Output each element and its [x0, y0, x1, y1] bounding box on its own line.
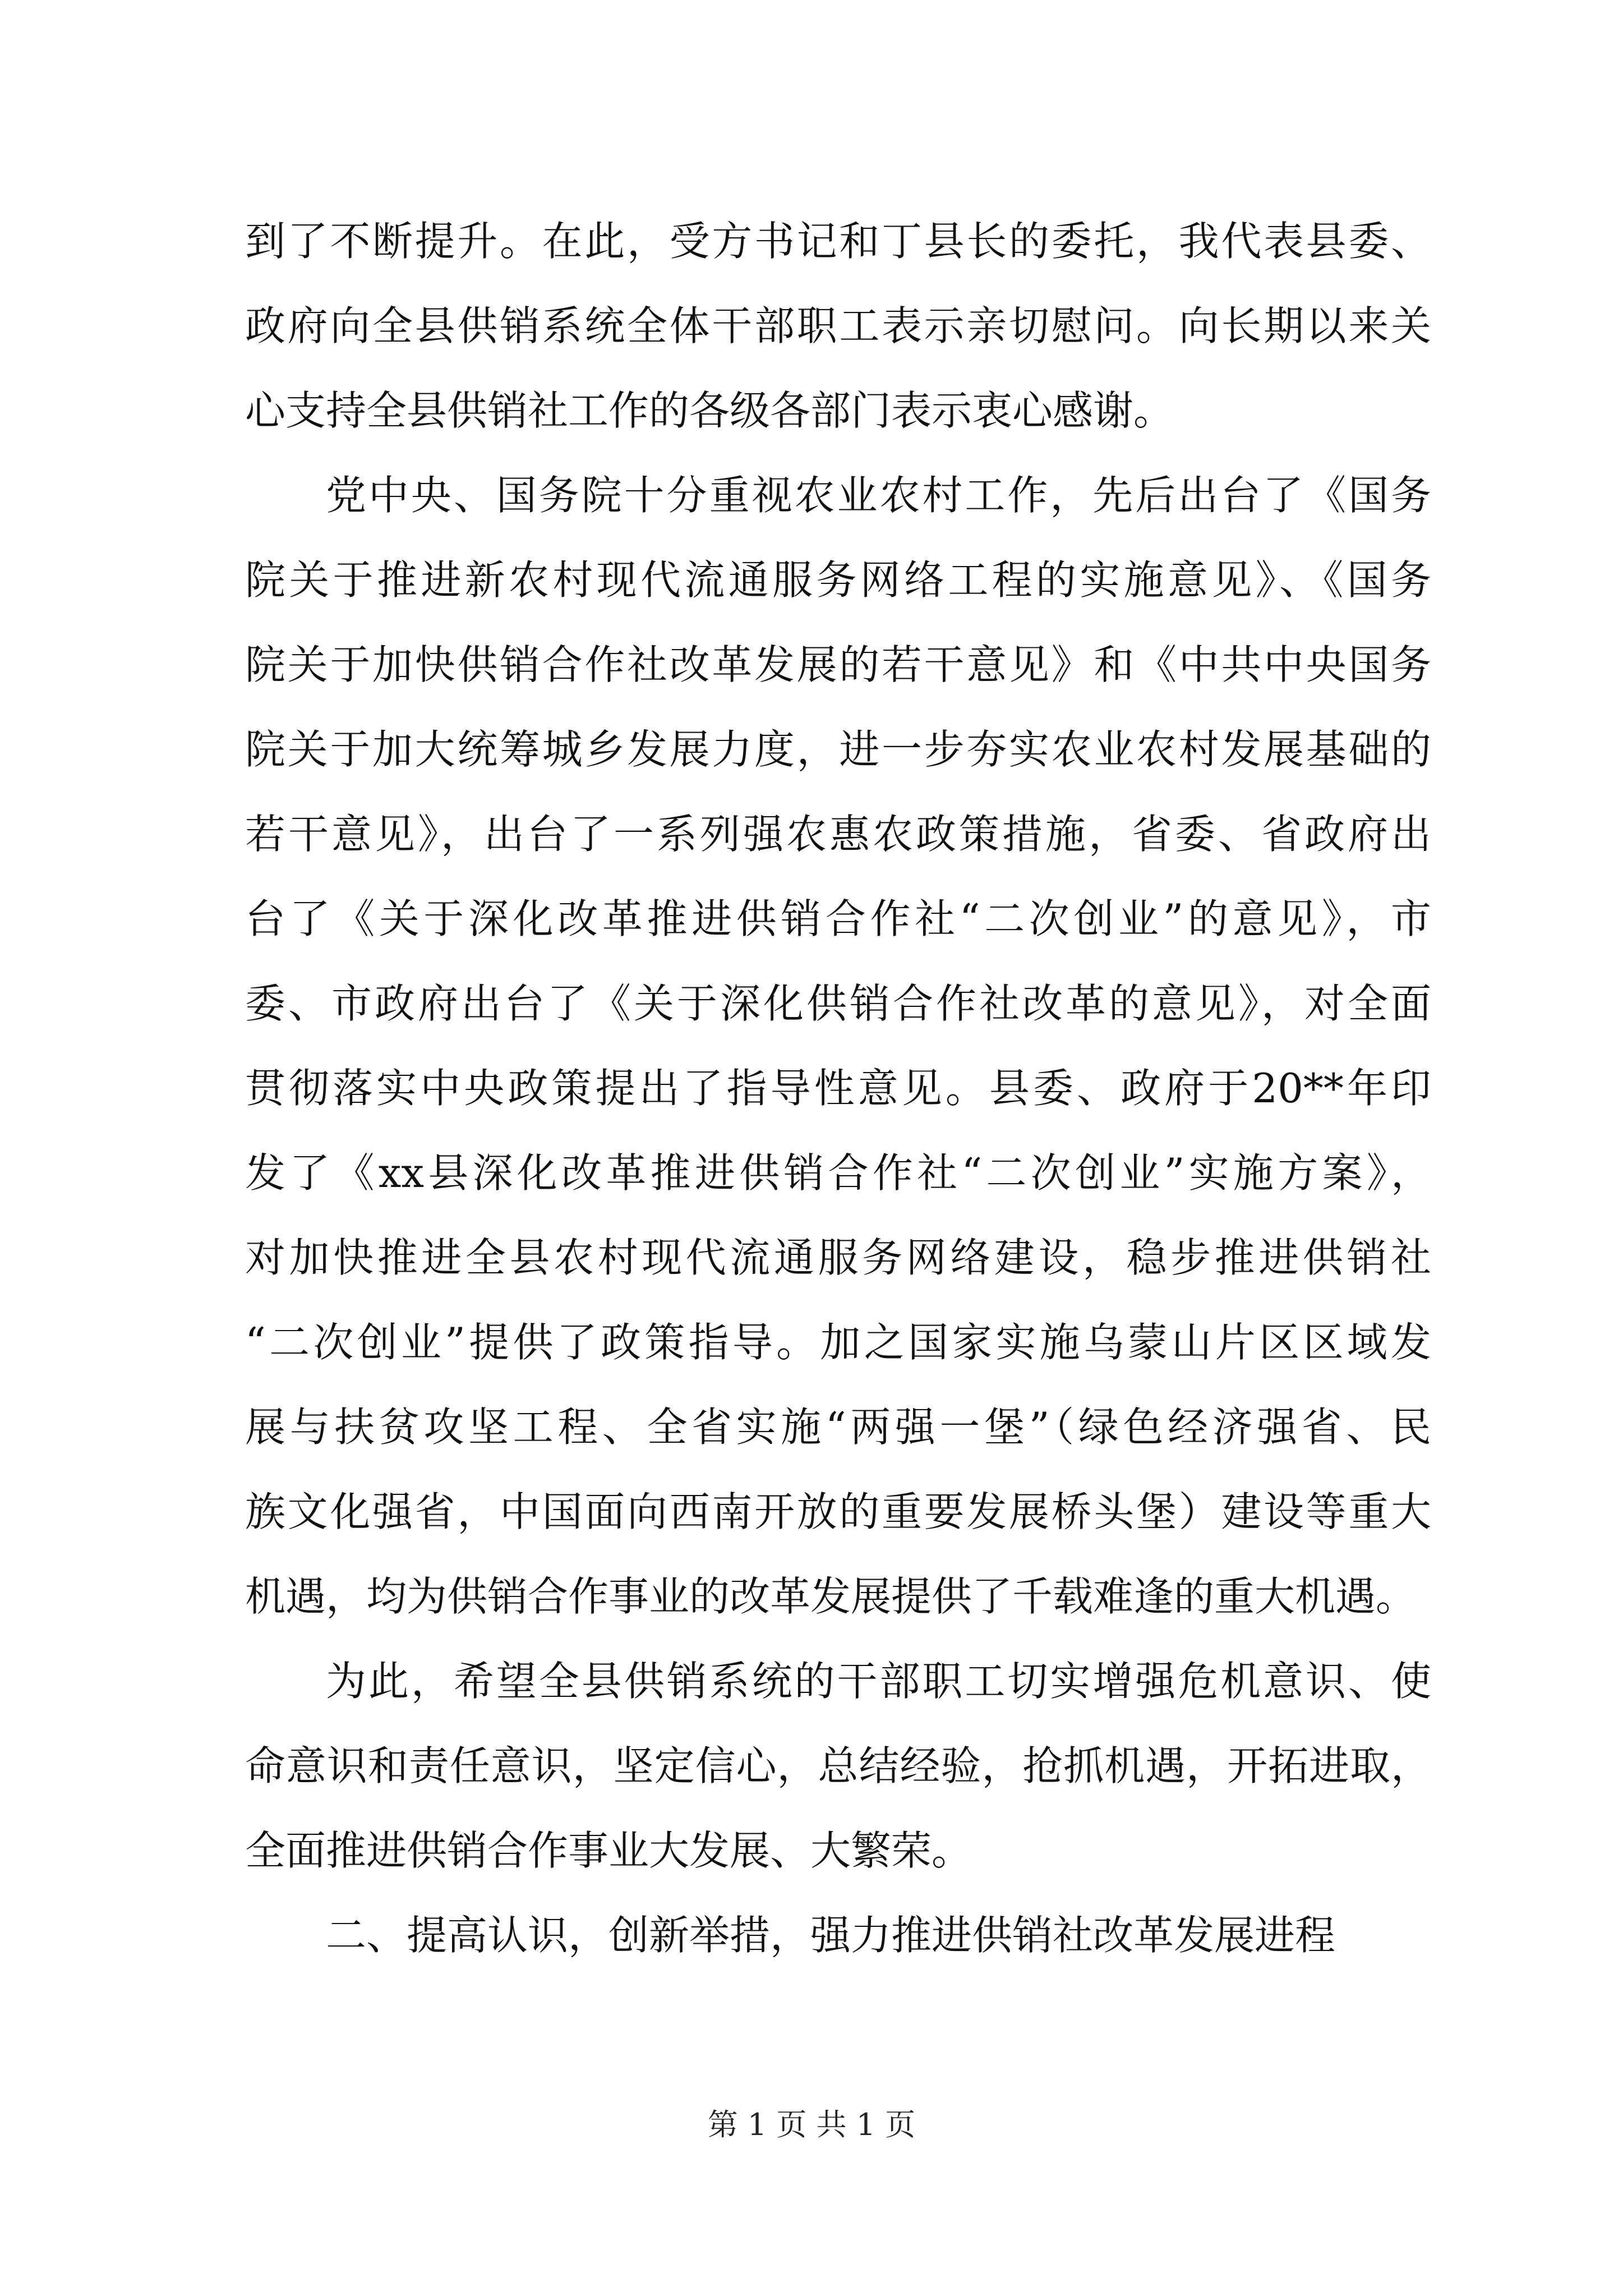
text-line: 台了《关于深化改革推进供销合作社“二次创业”的意见》，市 [245, 895, 1431, 942]
text-line: 为此，希望全县供销系统的干部职工切实增强危机意识、使 [326, 1658, 1431, 1705]
text-line: 委、市政府出台了《关于深化供销合作社改革的意见》，对全面 [245, 980, 1431, 1027]
text-line: 院关于推进新农村现代流通服务网络工程的实施意见》、《国务 [245, 556, 1431, 604]
text-line: 展与扶贫攻坚工程、全省实施“两强一堡”（绿色经济强省、民 [245, 1404, 1431, 1451]
page-number-footer: 第 1 页 共 1 页 [707, 2107, 916, 2142]
text-line: 机遇，均为供销合作事业的改革发展提供了千载难逢的重大机遇。 [245, 1573, 1417, 1620]
text-line: “二次创业”提供了政策指导。加之国家实施乌蒙山片区区域发 [245, 1319, 1431, 1366]
text-line: 对加快推进全县农村现代流通服务网络建设，稳步推进供销社 [245, 1234, 1431, 1281]
paragraph-3 [245, 1639, 1431, 1893]
text-line: 全面推进供销合作事业大发展、大繁荣。 [245, 1827, 972, 1874]
paragraph-2 [245, 453, 1431, 1639]
text-line: 院关于加大统筹城乡发展力度，进一步夯实农业农村发展基础的 [245, 726, 1431, 773]
text-line: 贯彻落实中央政策提出了指导性意见。县委、政府于20**年印 [245, 1065, 1431, 1112]
text-line: 若干意见》，出台了一系列强农惠农政策措施，省委、省政府出 [245, 811, 1431, 858]
section-heading [245, 1893, 1431, 1978]
text-line: 院关于加快供销合作社改革发展的若干意见》和《中共中央国务 [245, 641, 1431, 688]
text-line: 政府向全县供销系统全体干部职工表示亲切慰问。向长期以来关 [245, 302, 1431, 349]
text-line: 命意识和责任意识，坚定信心，总结经验，抢抓机遇，开拓进取， [245, 1742, 1431, 1789]
text-line: 发了《xx县深化改革推进供销合作社“二次创业”实施方案》， [245, 1149, 1431, 1197]
text-line: 到了不断提升。在此，受方书记和丁县长的委托，我代表县委、 [245, 218, 1431, 265]
text-line: 党中央、国务院十分重视农业农村工作，先后出台了《国务 [326, 472, 1431, 519]
paragraph-1 [245, 199, 1431, 453]
text-line: 族文化强省，中国面向西南开放的重要发展桥头堡）建设等重大 [245, 1488, 1431, 1535]
text-line: 心支持全县供销社工作的各级各部门表示衷心感谢。 [245, 387, 1174, 434]
heading-line: 二、提高认识，创新举措，强力推进供销社改革发展进程 [326, 1912, 1336, 1959]
document-body [245, 199, 1431, 1978]
